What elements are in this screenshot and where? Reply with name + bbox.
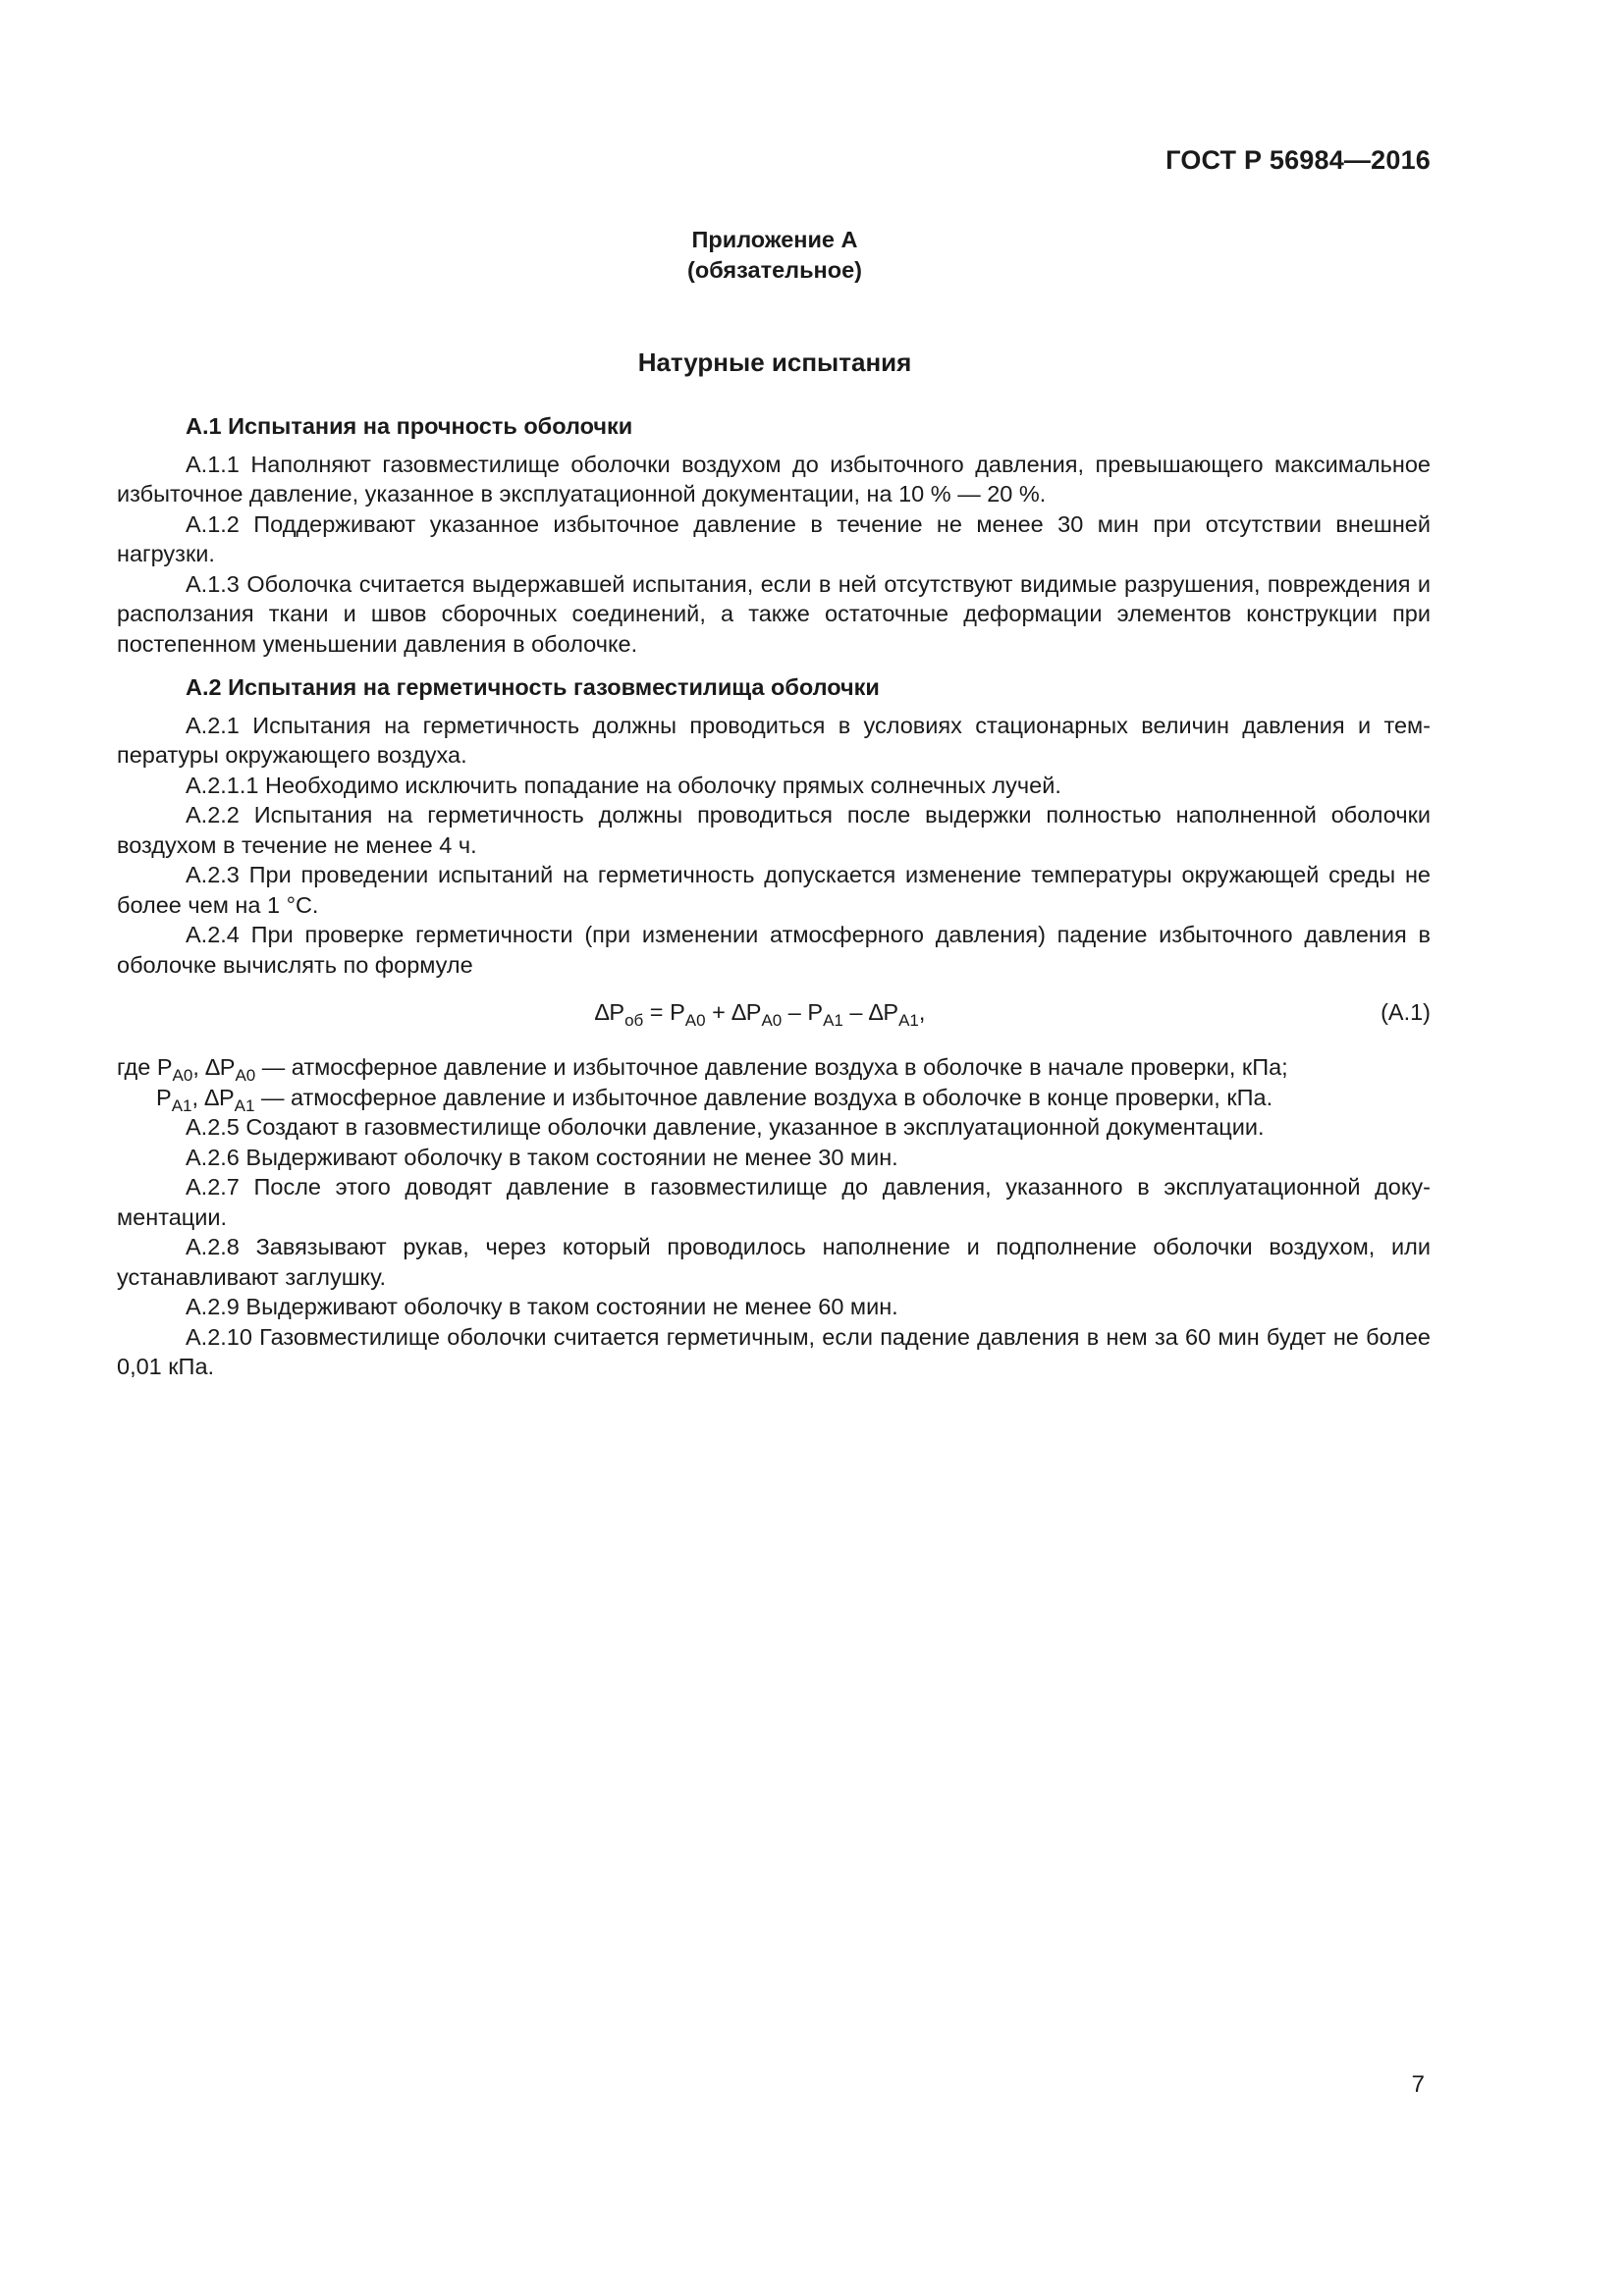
appendix-heading [0, 225, 1549, 286]
body-text [117, 411, 1431, 1382]
a2-heading: А.2 Испытания на герметичность газовместилища оболочки [186, 674, 880, 700]
a1-paragraph-1: А.1.1 Наполняют газовместилище оболочки воздухом до избыточного давления, превышающего максимальное избыточное давление, указанное в эксплуатационной документации, на 10 % — 20 %. [117, 451, 1431, 507]
a2-paragraph-11: А.2.10 Газовместилище оболочки считается герметичным, если падение давления в нем за 60 мин будет не более 0,01 кПа. [117, 1323, 1431, 1379]
a2-paragraph-4: А.2.3 При проведении испытаний на герметичность допускается изменение температуры окружающей среды не более чем на 1 °С. [117, 862, 1431, 918]
appendix-status: (обязательное) [687, 257, 862, 283]
a1-paragraph-2: А.1.2 Поддерживают указанное избыточное давление в течение не менее 30 мин при отсутствии внешней нагрузки. [117, 510, 1431, 566]
a2-paragraph-7: А.2.6 Выдерживают оболочку в таком состоянии не менее 30 мин. [186, 1144, 898, 1170]
formula-where-line-1: где $P_{А0}$, $\Delta P_{А0}$ — атмосферное давление и избыточное давление воздуха в оболочке в начале проверки, кПа; [117, 1054, 1288, 1085]
section-title: Натурные испытания [637, 347, 912, 377]
a2-paragraph-3: А.2.2 Испытания на герметичность должны проводиться после выдержки полностью наполненной оболочки воздухом в течение не менее 4 ч. [117, 802, 1431, 858]
a1-paragraph-3: А.1.3 Оболочка считается выдержавшей испытания, если в ней отсутствуют видимые разрушения, повреждения и расползания ткани и швов сборочных соединений, а также остаточные деформации элементов конструкции при постепенном уменьшении давления в оболочке. [117, 570, 1431, 657]
standard-code: ГОСТ Р 56984—2016 [1165, 145, 1431, 175]
a2-paragraph-10: А.2.9 Выдерживают оболочку в таком состоянии не менее 60 мин. [186, 1294, 898, 1319]
formula-row [117, 980, 1431, 1039]
a2-paragraph-1: А.2.1 Испытания на герметичность должны проводиться в условиях стационарных величин давления и температуры окружающего воздуха. [117, 712, 1431, 768]
a1-heading: А.1 Испытания на прочность оболочки [186, 413, 633, 439]
page-number: 7 [1411, 2071, 1425, 2098]
a2-paragraph-8: А.2.7 После этого доводят давление в газовместилище до давления, указанного в эксплуатационной документации. [117, 1174, 1431, 1230]
appendix-title: Приложение А [691, 227, 858, 252]
formula-number: (А.1) [1380, 999, 1431, 1025]
a2-paragraph-9: А.2.8 Завязывают рукав, через который проводилось наполнение и подполнение оболочки воздухом, или устанавливают заглушку. [117, 1234, 1431, 1290]
formula-a1: $\Delta P_{об} = P_{А0} + \Delta P_{А0} - P_{А1} - \Delta P_{А1}$, [595, 999, 926, 1030]
a2-paragraph-6: А.2.5 Создают в газовместилище оболочки давление, указанное в эксплуатационной документации. [186, 1114, 1265, 1140]
a2-paragraph-5: А.2.4 При проверке герметичности (при изменении атмосферного давления) падение избыточного давления в оболочке вычислять по формуле [117, 922, 1431, 978]
formula-where-line-2: $P_{А1}$, $\Delta P_{А1}$ — атмосферное давление и избыточное давление воздуха в оболочке в конце проверки, кПа. [156, 1084, 1273, 1115]
a2-paragraph-2: А.2.1.1 Необходимо исключить попадание на оболочку прямых солнечных лучей. [186, 772, 1061, 798]
